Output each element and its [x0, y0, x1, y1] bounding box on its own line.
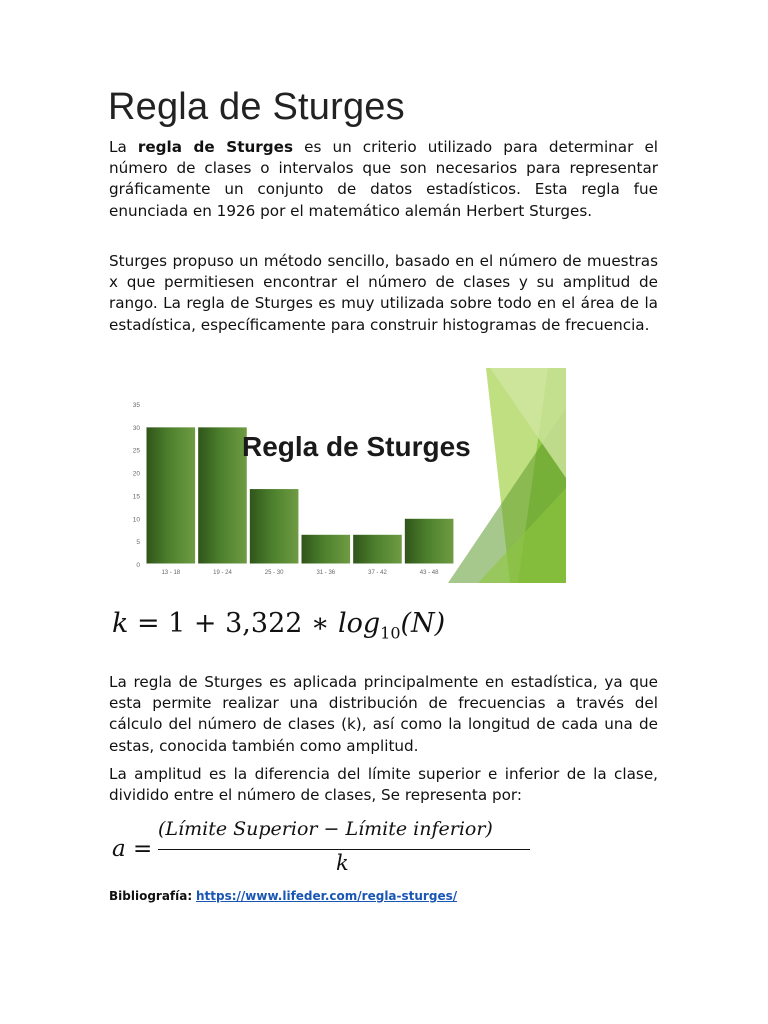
formula-constant: = 1 + 3,322: [128, 608, 312, 639]
y-tick-label: 20: [132, 470, 140, 478]
histogram-bar: [198, 427, 248, 564]
formula-log: log: [329, 608, 381, 639]
formula-operator: ∗: [311, 608, 330, 639]
bibliography-link[interactable]: https://www.lifeder.com/regla-sturges/: [195, 889, 458, 903]
histogram-bar: [404, 518, 454, 564]
formula-k: k: [112, 608, 129, 639]
bibliography-label: Bibliografía:: [109, 889, 193, 903]
sturges-formula: [112, 608, 445, 642]
y-tick-label: 10: [132, 516, 140, 524]
y-tick-label: 15: [132, 493, 140, 501]
chart-title: Regla de Sturges: [242, 431, 471, 462]
histogram-chart: [118, 368, 566, 583]
formula-argument: (N): [400, 608, 446, 639]
y-tick-label: 25: [132, 447, 140, 455]
fraction-bar: [158, 849, 530, 850]
x-tick-label: 43 - 48: [419, 570, 439, 576]
x-tick-label: 31 - 36: [316, 570, 336, 576]
x-tick-label: 37 - 42: [368, 570, 387, 576]
formula-log-base: 10: [380, 623, 401, 643]
method-paragraph: Sturges propuso un método sencillo, basado en el número de muestras x que permitiesen encontrar el número de clases y su amplitud de rango. La regla de Sturges es muy utilizada sobre todo en el área de la estadística, específicamente para construir histogramas de frecuencia.: [109, 252, 658, 334]
page-title: Regla de Sturges: [108, 86, 405, 128]
x-axis: [161, 570, 439, 576]
histogram-bar: [301, 534, 351, 564]
intro-bold-term: regla de Sturges: [137, 138, 293, 156]
y-tick-label: 5: [136, 539, 140, 547]
amplitude-lhs: a =: [112, 836, 153, 862]
intro-paragraph: [109, 137, 658, 222]
histogram-bar: [353, 534, 403, 564]
y-tick-label: 30: [132, 424, 140, 432]
x-tick-label: 13 - 18: [161, 570, 181, 576]
amplitude-denominator: k: [336, 851, 349, 875]
amplitude-paragraph: La amplitud es la diferencia del límite superior e inferior de la clase, dividido entre el número de clases, Se representa por:: [109, 765, 658, 805]
histogram-bar: [146, 427, 196, 564]
intro-text-start: La: [109, 138, 138, 156]
x-tick-label: 19 - 24: [213, 570, 232, 576]
amplitude-formula: [112, 816, 552, 880]
amplitude-numerator: (Límite Superior − Límite inferior): [158, 818, 493, 840]
y-axis: [133, 402, 141, 569]
application-paragraph: La regla de Sturges es aplicada principalmente en estadística, ya que esta permite realizar una distribución de frecuencias a través del cálculo del número de clases (k), así como la longitud de cada una de estas, conocida también como amplitud.: [109, 673, 658, 755]
bibliography: [109, 889, 457, 903]
x-tick-label: 25 - 30: [264, 570, 284, 576]
histogram-figure: [118, 368, 566, 583]
intro-text-end: es un criterio utilizado para determinar el número de clases o intervalos que son necesarios para representar gráficamente un conjunto de datos estadísticos. Esta regla fue enunciada en 1926 por el matemático alemán Herbert Sturges.: [109, 138, 659, 220]
y-tick-label: 0: [136, 562, 140, 569]
histogram-bar: [249, 489, 299, 564]
green-triangles-decoration: [448, 368, 566, 583]
y-tick-label: 35: [132, 402, 140, 409]
